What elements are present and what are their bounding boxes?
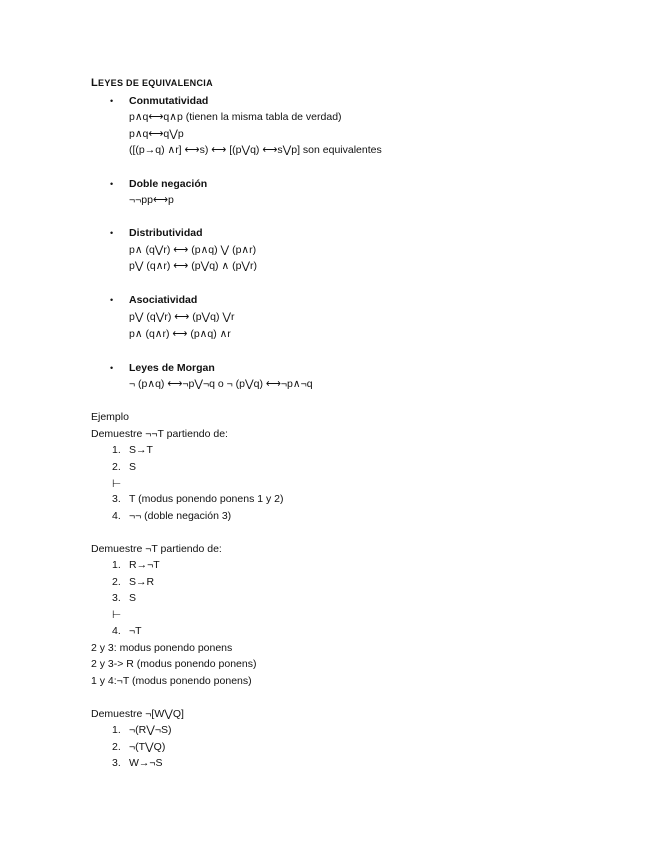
bullet-icon: • (110, 363, 114, 373)
step-number: 4. (112, 625, 121, 637)
bullet-icon: • (110, 295, 114, 305)
law-formula: p∧q⟷q⋁p (129, 128, 184, 140)
law-title-leyes-de-morgan: Leyes de Morgan (129, 362, 215, 374)
step-text: ¬¬ (doble negación 3) (129, 510, 232, 522)
step-number: 2. (112, 741, 121, 753)
step-text: T (modus ponendo ponens 1 y 2) (129, 493, 284, 505)
step-text: ¬(T⋁Q) (129, 741, 166, 753)
step-number: 3. (112, 592, 121, 604)
step-text: S→R (129, 576, 155, 588)
step-text: ¬T (129, 625, 142, 637)
title-initial: L (91, 77, 99, 89)
law-formula: p∧ (q∧r) ⟷ (p∧q) ∧r (129, 328, 231, 340)
proof-note: 1 y 4:¬T (modus ponendo ponens) (91, 675, 252, 687)
example-heading: Ejemplo (91, 411, 129, 423)
law-title-asociatividad: Asociatividad (129, 294, 198, 306)
step-text: S→T (129, 444, 153, 456)
step-number: 1. (112, 559, 121, 571)
turnstile-symbol: ⊢ (112, 478, 122, 490)
step-number: 2. (112, 576, 121, 588)
step-number: 2. (112, 461, 121, 473)
step-text: S (129, 461, 137, 473)
law-title-conmutatividad: Conmutatividad (129, 95, 209, 107)
law-formula: p⋁ (q∧r) ⟷ (p⋁q) ∧ (p⋁r) (129, 260, 258, 272)
exercise-prompt: Demuestre ¬¬T partiendo de: (91, 428, 228, 440)
step-text: ¬(R⋁¬S) (129, 724, 172, 736)
law-title-distributividad: Distributividad (129, 227, 203, 239)
bullet-icon: • (110, 96, 114, 106)
step-text: W→¬S (129, 757, 163, 769)
step-text: R→¬T (129, 559, 160, 571)
law-title-doble-negacion: Doble negación (129, 178, 208, 190)
bullet-icon: • (110, 228, 114, 238)
exercise-prompt: Demuestre ¬[W⋁Q] (91, 708, 184, 720)
bullet-icon: • (110, 179, 114, 189)
law-formula: p∧ (q⋁r) ⟷ (p∧q) ⋁ (p∧r) (129, 244, 257, 256)
law-formula: p⋁ (q⋁r) ⟷ (p⋁q) ⋁r (129, 311, 235, 323)
title-rest: EYES DE EQUIVALENCIA (98, 78, 213, 88)
exercise-prompt: Demuestre ¬T partiendo de: (91, 543, 222, 555)
step-number: 1. (112, 724, 121, 736)
proof-note: 2 y 3-> R (modus ponendo ponens) (91, 658, 257, 670)
law-formula: ([(p→q) ∧r] ⟷s) ⟷ [(p⋁q) ⟷s⋁p] son equivalentes (129, 144, 382, 156)
law-formula: ¬ (p∧q) ⟷¬p⋁¬q o ¬ (p⋁q) ⟷¬p∧¬q (129, 378, 313, 390)
step-number: 3. (112, 757, 121, 769)
step-text: S (129, 592, 137, 604)
section-title (91, 76, 213, 90)
step-number: 1. (112, 444, 121, 456)
law-formula: ¬¬pp⟷p (129, 194, 174, 206)
turnstile-symbol: ⊢ (112, 609, 122, 621)
proof-note: 2 y 3: modus ponendo ponens (91, 642, 233, 654)
step-number: 3. (112, 493, 121, 505)
law-formula: p∧q⟷q∧p (tienen la misma tabla de verdad) (129, 111, 342, 123)
step-number: 4. (112, 510, 121, 522)
